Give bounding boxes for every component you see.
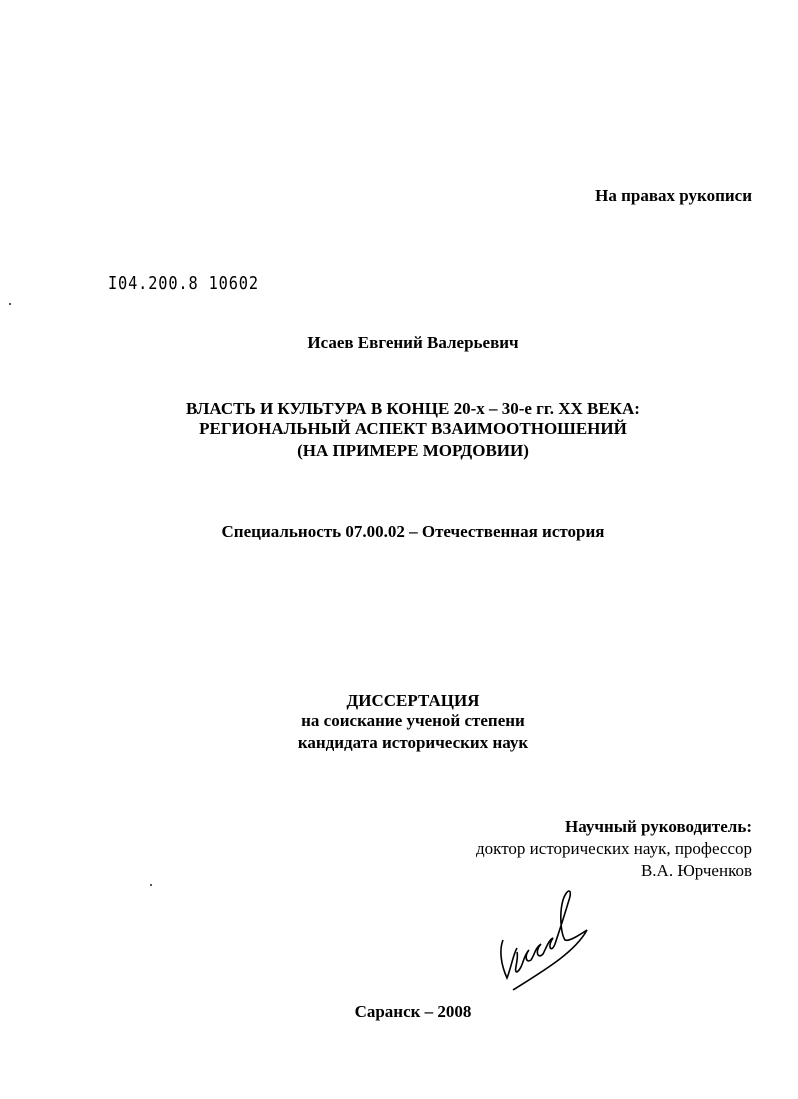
scan-speck (150, 884, 152, 886)
scan-speck (9, 303, 11, 305)
degree-line-1: на соискание ученой степени (301, 711, 525, 730)
author-signature (495, 880, 595, 995)
title-line-1: ВЛАСТЬ И КУЛЬТУРА В КОНЦЕ 20-х – 30-е гг. XX ВЕКА: (186, 399, 640, 418)
supervisor-label: Научный руководитель: (565, 817, 752, 836)
manuscript-note: На правах рукописи (595, 186, 752, 205)
title-line-3: (НА ПРИМЕРЕ МОРДОВИИ) (297, 441, 529, 460)
supervisor-title: доктор исторических наук, профессор (476, 839, 752, 858)
place-year: Саранск – 2008 (354, 1002, 472, 1021)
specialty: Специальность 07.00.02 – Отечественная история (221, 522, 605, 541)
author-name: Исаев Евгений Валерьевич (307, 333, 519, 352)
title-line-2: РЕГИОНАЛЬНЫЙ АСПЕКТ ВЗАИМООТНОШЕНИЙ (199, 419, 627, 438)
library-stamp: I04.200.8 10602 (108, 273, 259, 294)
work-type: ДИССЕРТАЦИЯ (346, 691, 480, 710)
degree-line-2: кандидата исторических наук (297, 733, 529, 752)
supervisor-name: В.А. Юрченков (640, 861, 752, 880)
